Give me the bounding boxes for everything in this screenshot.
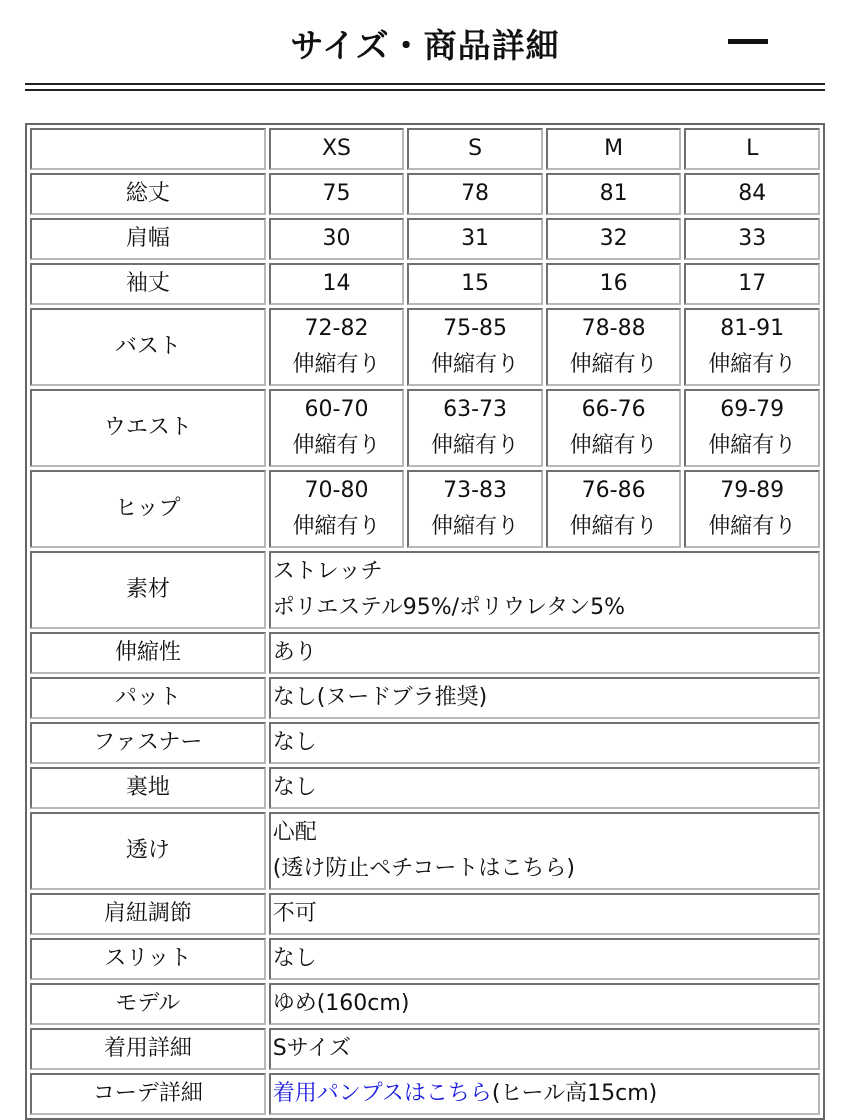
row-label-slit: スリット [30, 938, 266, 980]
row-label-hip: ヒップ [30, 470, 266, 548]
cell-hip-xs-range: 70-80 [304, 478, 369, 503]
table-row [30, 812, 820, 890]
cell-total-length-s: 78 [407, 173, 543, 215]
cell-waist-s-note: 伸縮有り [431, 433, 520, 458]
cell-waist-m-note: 伸縮有り [569, 433, 658, 458]
row-label-material: 素材 [30, 551, 266, 629]
cell-sleeve-xs: 14 [269, 263, 405, 305]
row-label-wearing: 着用詳細 [30, 1028, 266, 1070]
section-header [0, 0, 850, 80]
cell-wearing: Sサイズ [269, 1028, 820, 1070]
cell-waist-m-range: 66-76 [581, 397, 646, 422]
table-row [30, 632, 820, 674]
cell-pad: なし(ヌードブラ推奨) [269, 677, 820, 719]
table-row [30, 308, 820, 386]
cell-waist-l-range: 69-79 [720, 397, 785, 422]
cell-sleeve-m: 16 [546, 263, 682, 305]
cell-bust-s-note: 伸縮有り [431, 352, 520, 377]
cell-hip-m-range: 76-86 [581, 478, 646, 503]
cell-waist-s-range: 63-73 [443, 397, 508, 422]
row-label-fastener: ファスナー [30, 722, 266, 764]
row-label-lining: 裏地 [30, 767, 266, 809]
cell-hip-s-note: 伸縮有り [431, 514, 520, 539]
material-line-1: ストレッチ [272, 559, 383, 584]
table-row [30, 551, 820, 629]
cell-shoulder-m: 32 [546, 218, 682, 260]
cell-bust-l [684, 308, 820, 386]
cell-total-length-m: 81 [546, 173, 682, 215]
table-row [30, 938, 820, 980]
cell-waist-l-note: 伸縮有り [708, 433, 797, 458]
cell-waist-l [684, 389, 820, 467]
header-divider-bottom [25, 89, 825, 91]
row-label-sheer: 透け [30, 812, 266, 890]
cell-hip-m-note: 伸縮有り [569, 514, 658, 539]
material-line-2: ポリエステル95%/ポリウレタン5% [272, 595, 626, 620]
cell-hip-l-range: 79-89 [720, 478, 785, 503]
cell-total-length-xs: 75 [269, 173, 405, 215]
cell-waist-m [546, 389, 682, 467]
section-title: サイズ・商品詳細 [290, 26, 560, 65]
table-row [30, 767, 820, 809]
table-row [30, 1073, 820, 1115]
cell-bust-m-note: 伸縮有り [569, 352, 658, 377]
cell-hip-s-range: 73-83 [443, 478, 508, 503]
cell-bust-l-range: 81-91 [720, 316, 785, 341]
cell-bust-l-note: 伸縮有り [708, 352, 797, 377]
cell-bust-xs-note: 伸縮有り [292, 352, 381, 377]
table-row [30, 470, 820, 548]
sheer-line-2: (透け防止ペチコートはこちら) [272, 856, 576, 881]
cell-bust-m [546, 308, 682, 386]
row-label-shoulder: 肩幅 [30, 218, 266, 260]
cell-fastener: なし [269, 722, 820, 764]
cell-bust-xs-range: 72-82 [304, 316, 369, 341]
row-label-bust: バスト [30, 308, 266, 386]
cell-coordinate [269, 1073, 820, 1115]
size-header-l: L [684, 128, 820, 170]
table-row [30, 893, 820, 935]
collapse-icon[interactable] [728, 39, 768, 44]
sheer-line-1: 心配 [272, 820, 317, 845]
cell-lining: なし [269, 767, 820, 809]
size-detail-table [25, 123, 825, 1120]
row-label-stretch: 伸縮性 [30, 632, 266, 674]
cell-sheer [269, 812, 820, 890]
table-row-size-header [30, 128, 820, 170]
cell-total-length-l: 84 [684, 173, 820, 215]
cell-hip-l [684, 470, 820, 548]
cell-waist-xs-range: 60-70 [304, 397, 369, 422]
cell-strap: 不可 [269, 893, 820, 935]
cell-model: ゆめ(160cm) [269, 983, 820, 1025]
cell-waist-s [407, 389, 543, 467]
cell-material [269, 551, 820, 629]
row-label-pad: パット [30, 677, 266, 719]
heel-height-note: (ヒール高15cm) [491, 1081, 658, 1106]
cell-hip-l-note: 伸縮有り [708, 514, 797, 539]
header-divider-top [25, 83, 825, 85]
cell-bust-xs [269, 308, 405, 386]
cell-hip-m [546, 470, 682, 548]
row-label-total-length: 総丈 [30, 173, 266, 215]
cell-shoulder-s: 31 [407, 218, 543, 260]
table-row [30, 983, 820, 1025]
row-label-coordinate: コーデ詳細 [30, 1073, 266, 1115]
cell-bust-s-range: 75-85 [443, 316, 508, 341]
table-corner-cell [30, 128, 266, 170]
pumps-link[interactable]: 着用パンプスはこちら [272, 1081, 492, 1106]
cell-shoulder-l: 33 [684, 218, 820, 260]
cell-stretch: あり [269, 632, 820, 674]
row-label-strap: 肩紐調節 [30, 893, 266, 935]
table-row [30, 677, 820, 719]
cell-waist-xs [269, 389, 405, 467]
cell-shoulder-xs: 30 [269, 218, 405, 260]
cell-sleeve-l: 17 [684, 263, 820, 305]
table-row [30, 1028, 820, 1070]
row-label-waist: ウエスト [30, 389, 266, 467]
size-header-xs: XS [269, 128, 405, 170]
size-header-s: S [407, 128, 543, 170]
cell-hip-xs [269, 470, 405, 548]
cell-bust-s [407, 308, 543, 386]
cell-bust-m-range: 78-88 [581, 316, 646, 341]
row-label-sleeve: 袖丈 [30, 263, 266, 305]
table-row [30, 173, 820, 215]
row-label-model: モデル [30, 983, 266, 1025]
cell-waist-xs-note: 伸縮有り [292, 433, 381, 458]
cell-hip-xs-note: 伸縮有り [292, 514, 381, 539]
table-row [30, 263, 820, 305]
cell-sleeve-s: 15 [407, 263, 543, 305]
table-row [30, 722, 820, 764]
cell-hip-s [407, 470, 543, 548]
size-header-m: M [546, 128, 682, 170]
table-row [30, 389, 820, 467]
cell-slit: なし [269, 938, 820, 980]
table-row [30, 218, 820, 260]
